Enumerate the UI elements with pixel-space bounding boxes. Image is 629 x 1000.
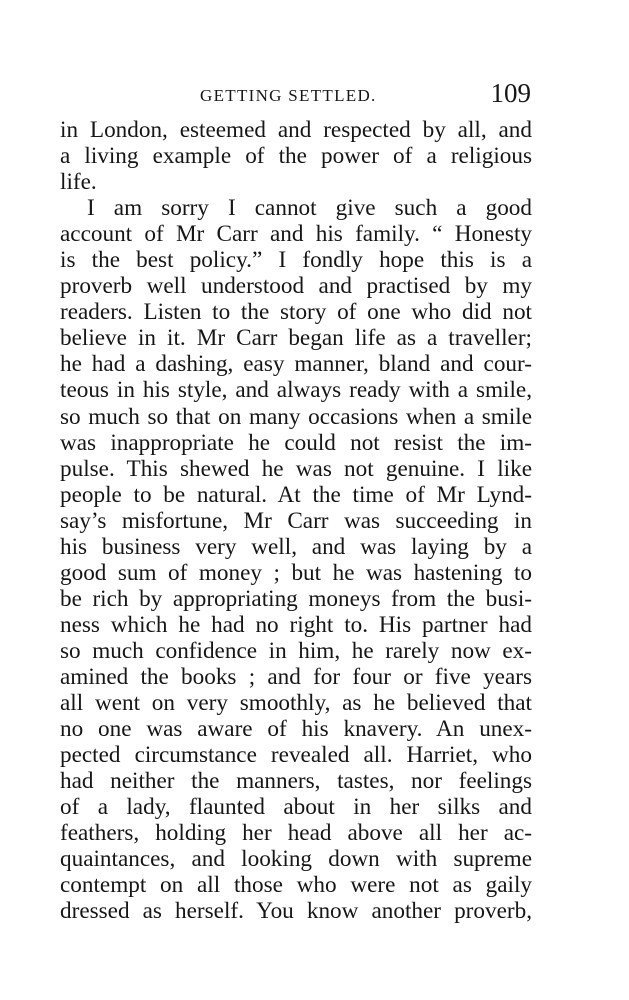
text-line: a living example of the power of a religious	[60, 143, 532, 170]
text-line: all went on very smoothly, as he believed that	[60, 690, 532, 717]
text-line: amined the books ; and for four or five years	[60, 663, 532, 690]
running-head	[60, 78, 531, 114]
text-line: life.	[60, 169, 97, 196]
text-line: feathers, holding her head above all her ac-	[60, 820, 532, 847]
text-line: be rich by appropriating moneys from the busi-	[60, 585, 532, 612]
text-line: in London, esteemed and respected by all, and	[60, 117, 532, 143]
text-line: dressed as herself. You know another proverb,	[60, 898, 532, 925]
text-line: account of Mr Carr and his family. “ Honesty	[60, 221, 532, 248]
text-line: people to be natural. At the time of Mr Lynd-	[60, 481, 532, 508]
running-title: GETTING SETTLED.	[200, 86, 377, 105]
text-line: say’s misfortune, Mr Carr was succeeding in	[60, 507, 532, 534]
text-line: teous in his style, and always ready with a smile,	[60, 377, 532, 404]
text-line: good sum of money ; but he was hastening to	[60, 559, 532, 586]
text-line: contempt on all those who were not as gaily	[60, 872, 532, 899]
page-number: 109	[490, 78, 531, 108]
text-line: no one was aware of his knavery. An unex-	[60, 716, 532, 743]
text-line: quaintances, and looking down with supreme	[60, 846, 532, 873]
text-line: believe in it. Mr Carr began life as a traveller;	[60, 325, 532, 352]
text-line: was inappropriate he could not resist the im-	[60, 429, 532, 456]
text-line: of a lady, flaunted about in her silks and	[60, 794, 532, 821]
text-line: readers. Listen to the story of one who did not	[60, 299, 532, 326]
text-line: had neither the manners, tastes, nor feelings	[60, 768, 532, 795]
text-line: so much so that on many occasions when a smile	[60, 403, 532, 430]
text-line: pulse. This shewed he was not genuine. I like	[60, 455, 532, 482]
text-line: his business very well, and was laying by a	[60, 533, 532, 560]
text-line: is the best policy.” I fondly hope this is a	[60, 247, 532, 274]
text-line: proverb well understood and practised by my	[60, 273, 532, 300]
text-line: ness which he had no right to. His partner had	[60, 611, 532, 638]
text-line: I am sorry I cannot give such a good	[87, 195, 532, 222]
text-line: so much confidence in him, he rarely now ex-	[60, 637, 532, 664]
text-line: pected circumstance revealed all. Harriet, who	[60, 742, 532, 769]
text-line: he had a dashing, easy manner, bland and cour-	[60, 351, 532, 378]
body-text	[60, 117, 532, 924]
